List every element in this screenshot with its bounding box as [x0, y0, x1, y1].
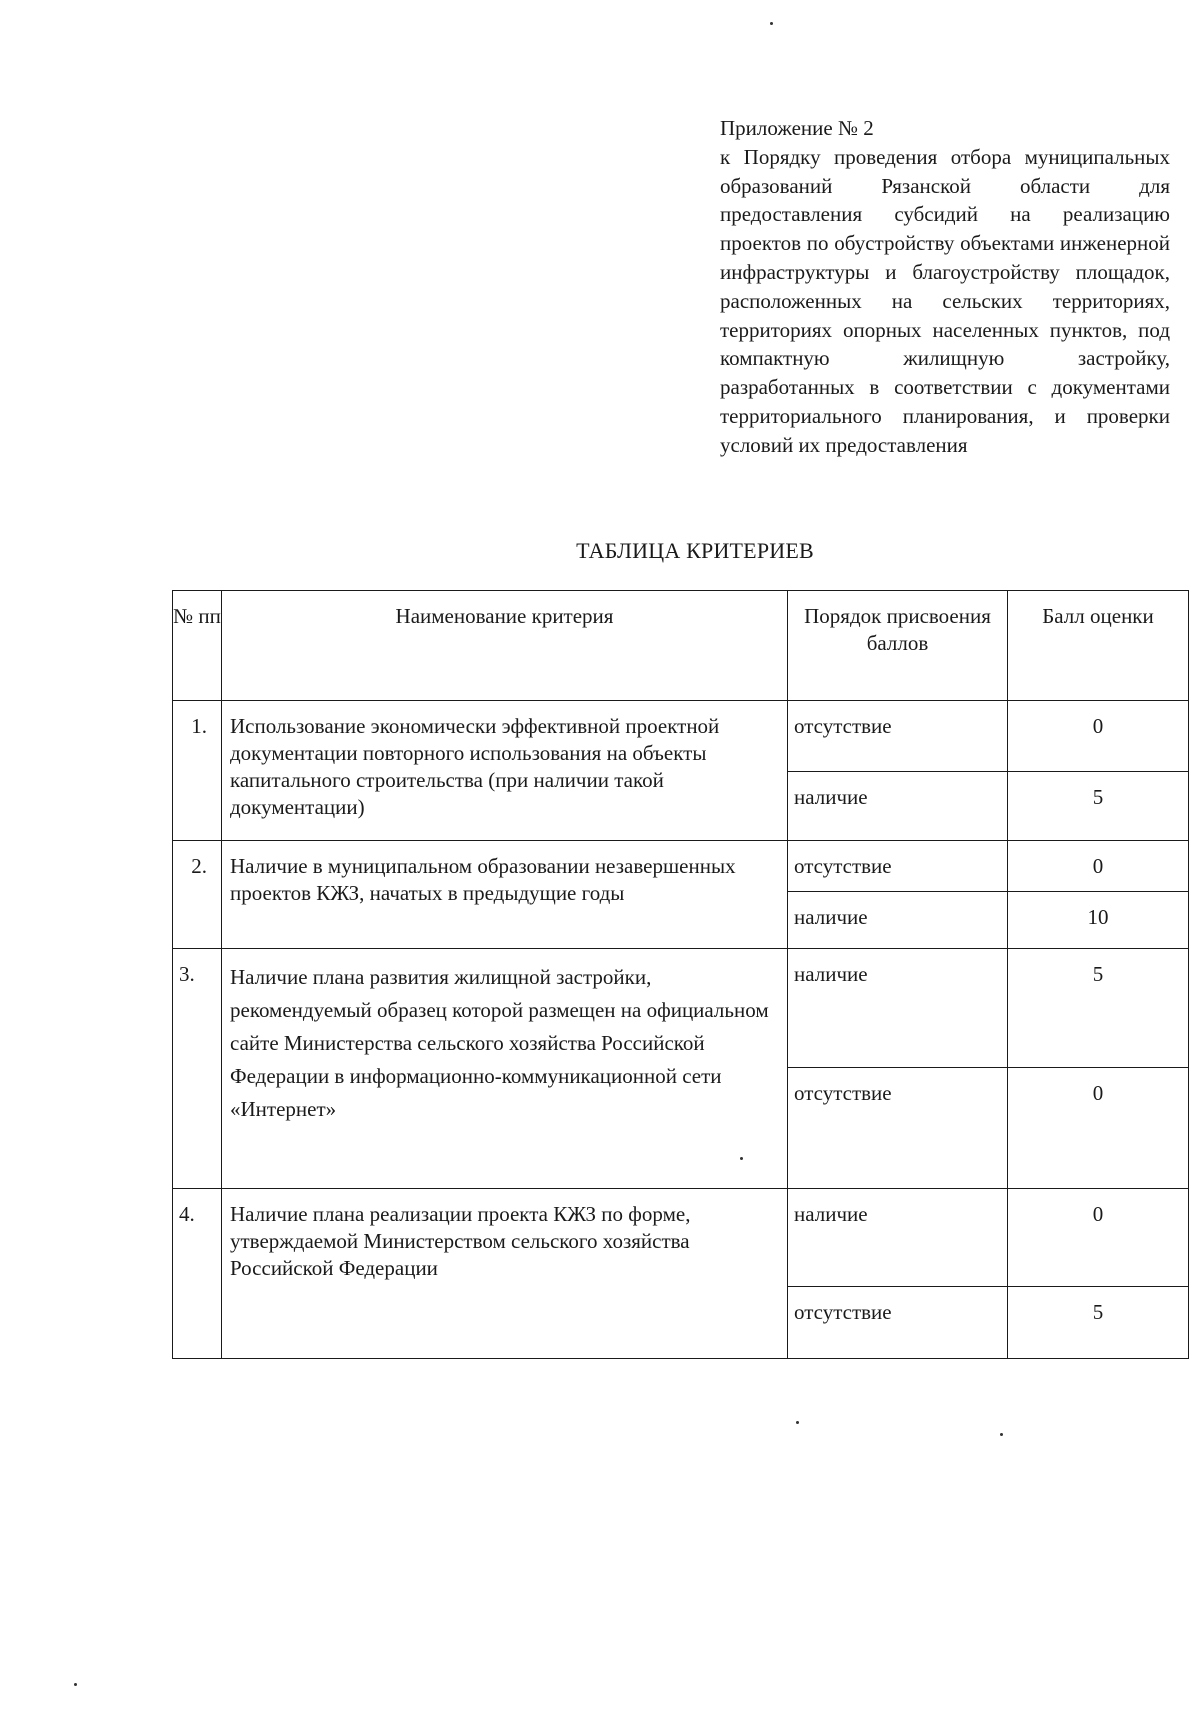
row-number: 1. [173, 701, 222, 841]
order-cell: отсутствие [788, 701, 1008, 772]
scan-speck [796, 1421, 799, 1424]
scan-speck [740, 1157, 743, 1160]
row-number: 2. [173, 841, 222, 949]
order-cell: наличие [788, 892, 1008, 949]
appendix-number: Приложение № 2 [720, 116, 874, 140]
order-cell: наличие [788, 949, 1008, 1068]
score-cell: 0 [1008, 1189, 1189, 1287]
score-cell: 0 [1008, 701, 1189, 772]
appendix-header [720, 114, 1170, 460]
criterion-name: Использование экономически эффективной проектной документации повторного использования на объекты капитального строительства (при наличии такой документации) [222, 701, 788, 841]
order-cell: наличие [788, 1189, 1008, 1287]
order-cell: наличие [788, 772, 1008, 841]
scan-speck [74, 1683, 77, 1686]
score-cell: 0 [1008, 841, 1189, 892]
header-order: Порядок присвоения баллов [788, 591, 1008, 701]
criteria-table [172, 590, 1189, 1359]
table-row [173, 701, 1189, 772]
appendix-text: к Порядку проведения отбора муниципальных образований Рязанской области для предоставления субсидий на реализацию проектов по обустройству объектами инженерной инфраструктуры и благоустройству площадок, расположенных на сельских территориях, территориях опорных населенных пунктов, под компактную жилищную застройку, разработанных в соответствии с документами территориального планирования, и проверки условий их предоставления [720, 144, 1170, 457]
criterion-name: Наличие в муниципальном образовании незавершенных проектов КЖЗ, начатых в предыдущие годы [222, 841, 788, 949]
score-cell: 10 [1008, 892, 1189, 949]
criterion-name: Наличие плана реализации проекта КЖЗ по форме, утверждаемой Министерством сельского хозяйства Российской Федерации [222, 1189, 788, 1359]
row-number: 4. [173, 1189, 222, 1359]
score-cell: 5 [1008, 772, 1189, 841]
score-cell: 5 [1008, 949, 1189, 1068]
criterion-name: Наличие плана развития жилищной застройки, рекомендуемый образец которой размещен на официальном сайте Министерства сельского хозяйства Российской Федерации в информационно-коммуникационной сети «Интернет» [222, 949, 788, 1189]
score-cell: 0 [1008, 1068, 1189, 1189]
table-row [173, 1189, 1189, 1287]
header-score: Балл оценки [1008, 591, 1189, 701]
header-name: Наименование критерия [222, 591, 788, 701]
header-num: № пп [173, 591, 222, 701]
order-cell: отсутствие [788, 1287, 1008, 1359]
table-row [173, 949, 1189, 1068]
row-number: 3. [173, 949, 222, 1189]
scan-speck [1000, 1433, 1003, 1436]
scan-speck [770, 22, 773, 25]
table-header-row [173, 591, 1189, 701]
order-cell: отсутствие [788, 1068, 1008, 1189]
table-row [173, 841, 1189, 892]
table-title: ТАБЛИЦА КРИТЕРИЕВ [576, 538, 814, 563]
order-cell: отсутствие [788, 841, 1008, 892]
score-cell: 5 [1008, 1287, 1189, 1359]
